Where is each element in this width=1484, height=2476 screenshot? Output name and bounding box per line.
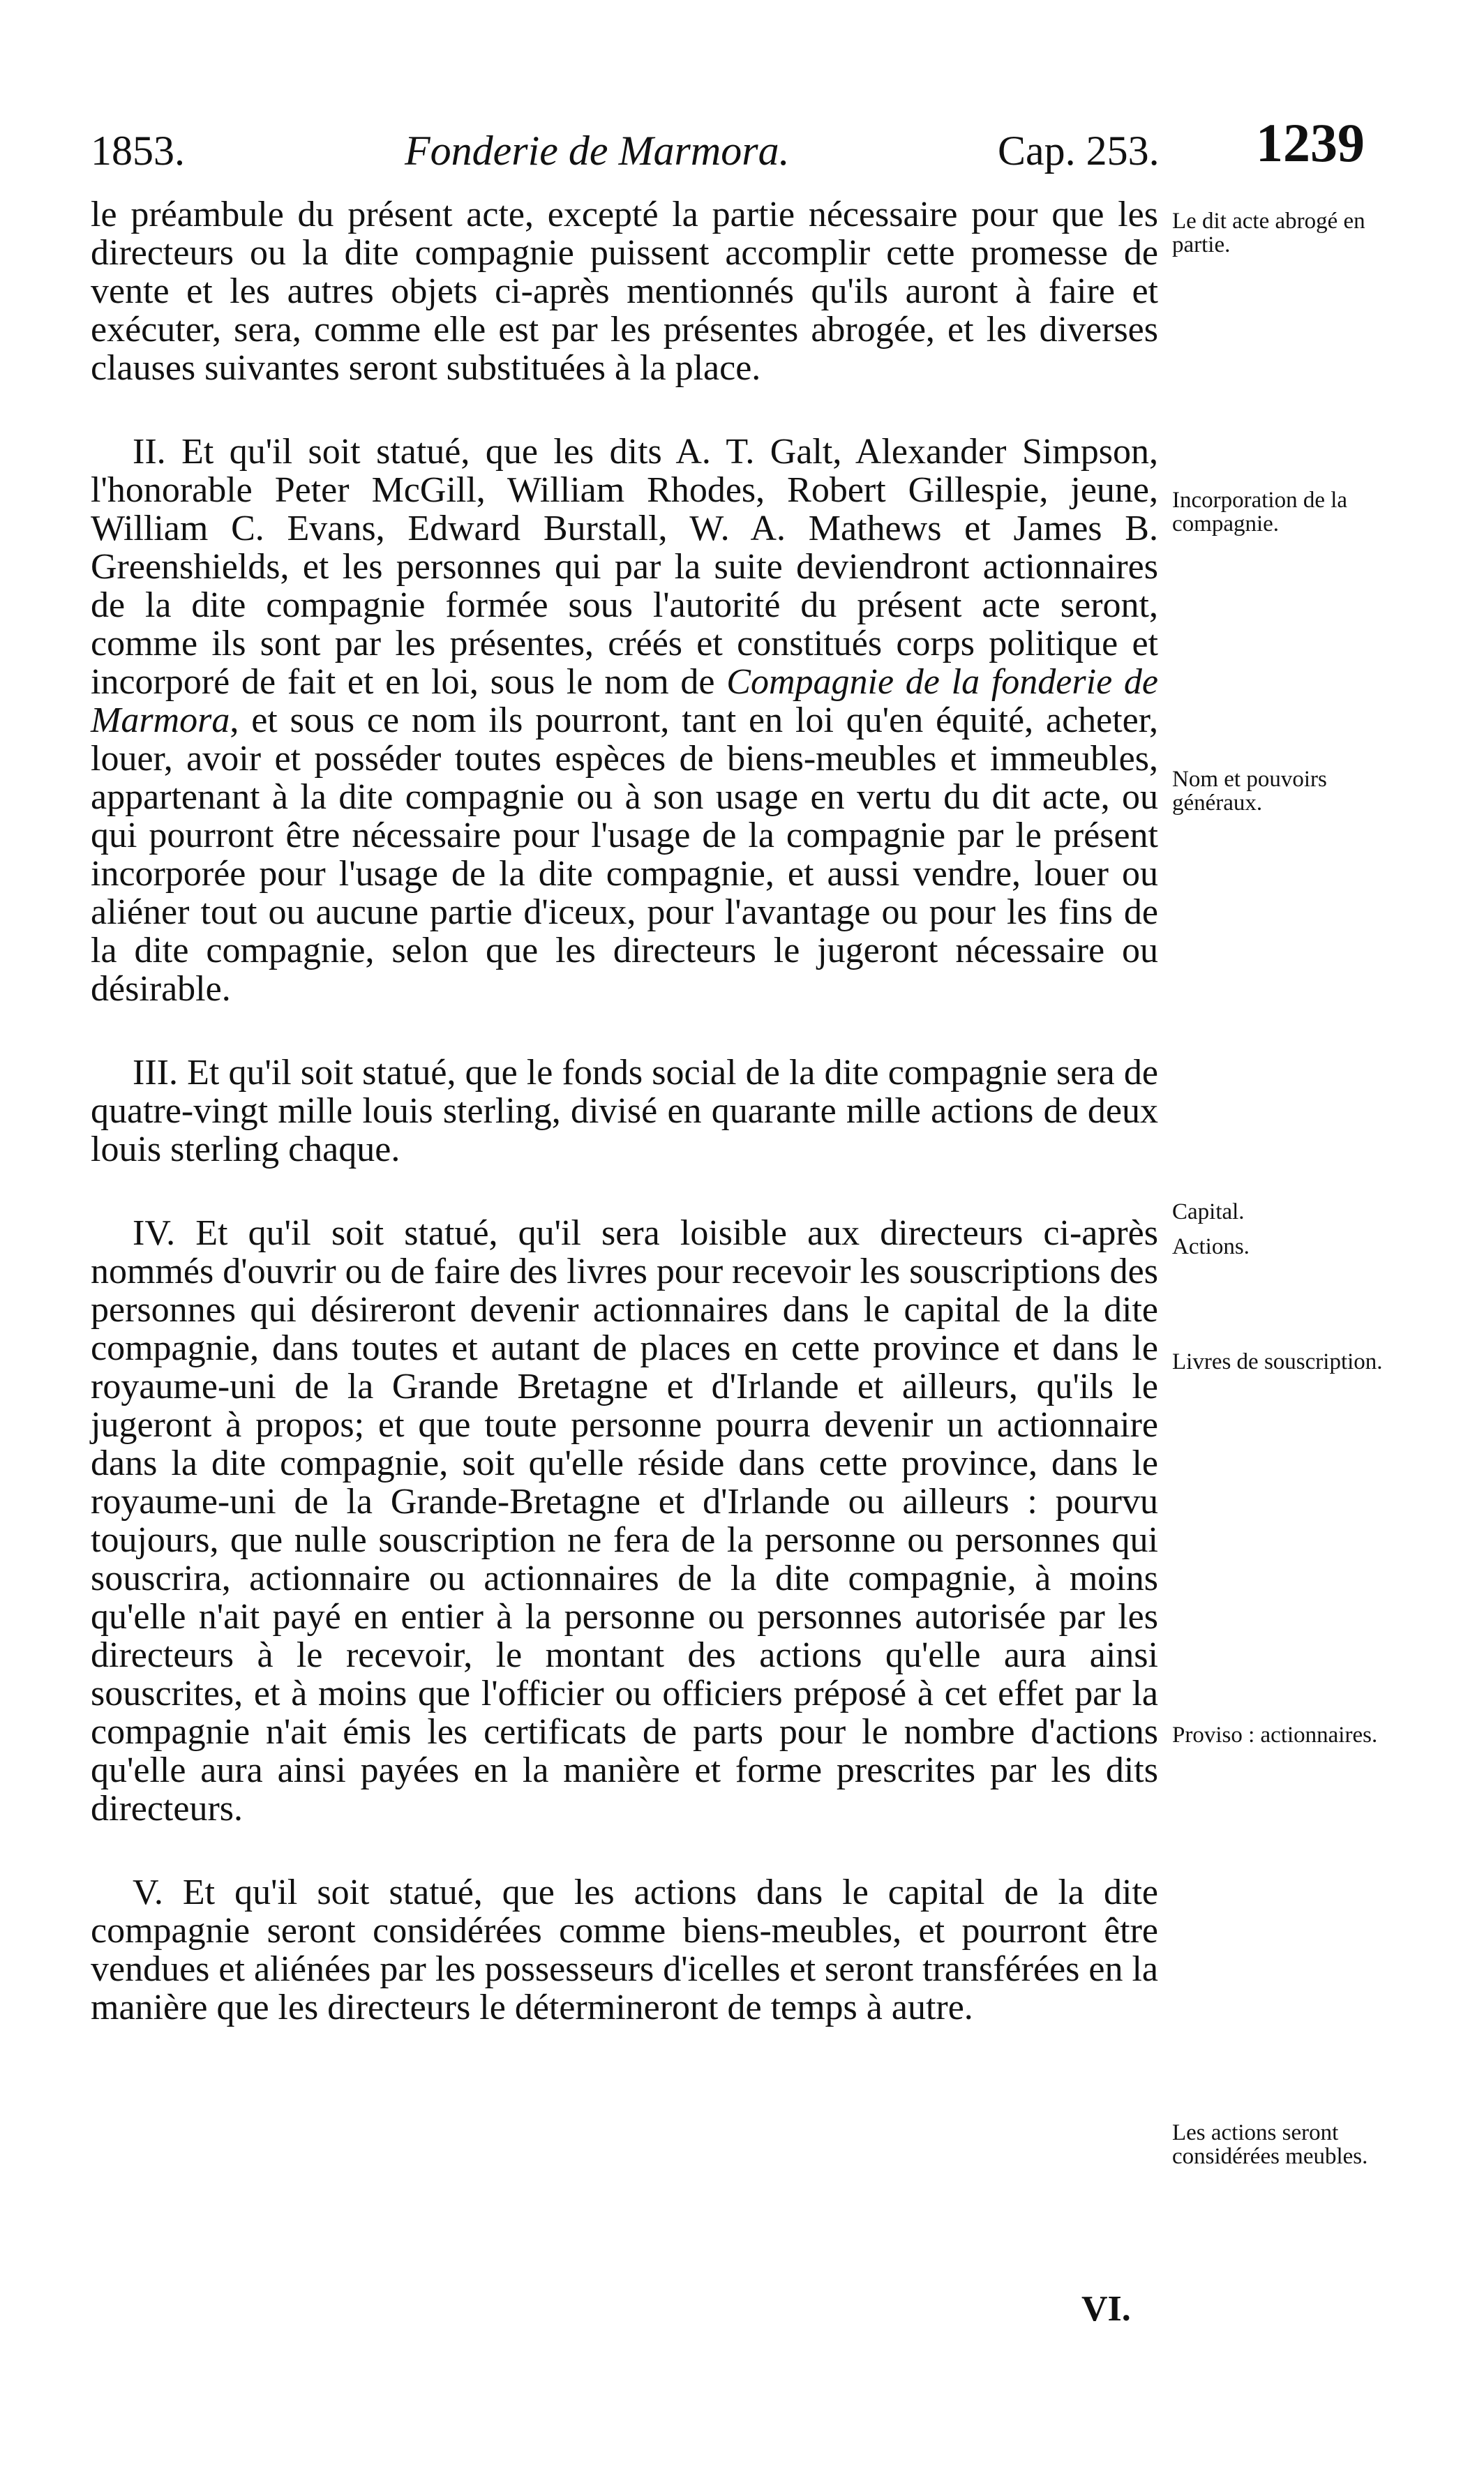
margin-note-shares: Actions.: [1172, 1234, 1250, 1259]
header-year: 1853.: [91, 128, 185, 174]
section-2-text-after: , et sous ce nom ils pourront, tant en loi qu'en équité, acheter, louer, avoir et posséder toutes espèces de biens-meubles et immeubles, appartenant à la dite compagnie ou à son usage en vertu du dit acte, ou qui pourront être nécessaire pour l'usage de la compagnie par le présent incorporée pour l'usage de la dite compagnie, et aussi vendre, louer ou aliéner tout ou aucune partie d'iceux, pour l'avantage ou pour les fins de la dite compagnie, selon que les directeurs le jugeront nécessaire ou désirable.: [91, 700, 1158, 1009]
margin-note-proviso: Proviso : actionnaires.: [1172, 1723, 1378, 1748]
margin-note-incorporation: Incorporation de la compagnie.: [1172, 488, 1348, 537]
margin-note-capital: Capital.: [1172, 1199, 1245, 1224]
company-name: Compagnie de la fonderie de Marmora: [91, 662, 1158, 740]
catchword: VI.: [1081, 2289, 1131, 2329]
margin-note-subscription-books: Livres de souscription.: [1172, 1349, 1383, 1374]
continuation-paragraph: le préambule du présent acte, excepté la partie nécessaire pour que les directeurs ou la dite compagnie puissent accomplir cette promesse de vente et les autres objets ci-après mentionnés qu'ils auront à faire et exécuter, sera, comme elle est par les présentes abrogée, et les diverses clauses suivantes seront substituées à la place.: [91, 195, 1158, 388]
running-title: Fonderie de Marmora.: [405, 128, 790, 174]
section-2-text-before: II. Et qu'il soit statué, que les dits A. T. Galt, Alexander Simpson, l'honorable Peter McGill, William Rhodes, Robert Gillespie, jeune, William C. Evans, Edward Burstall, W. A. Mathews et James B. Greenshields, et les personnes qui par la suite deviendront actionnaires de la dite compagnie formée sous l'autorité du présent acte seront, comme ils sont par les présentes, créés et constitués corps politique et incorporé de fait et en loi, sous le nom de: [91, 432, 1158, 702]
chapter-number: Cap. 253.: [998, 128, 1160, 174]
body-text: [91, 195, 1158, 2027]
section-2-paragraph: [91, 433, 1158, 1008]
page-header: [91, 112, 1381, 181]
section-5-paragraph: V. Et qu'il soit statué, que les actions dans le capital de la dite compagnie seront considérées comme biens-meubles, et pourront être vendues et aliénées par les possesseurs d'icelles et seront transférées en la manière que les directeurs le détermineront de temps à autre.: [91, 1873, 1158, 2027]
margin-note-name-powers: Nom et pouvoirs généraux.: [1172, 767, 1327, 816]
page-number: 1239: [1256, 112, 1365, 173]
section-3-paragraph: III. Et qu'il soit statué, que le fonds social de la dite compagnie sera de quatre-vingt mille louis sterling, divisé en quarante mille actions de deux louis sterling chaque.: [91, 1053, 1158, 1169]
section-4-paragraph: IV. Et qu'il soit statué, qu'il sera loisible aux directeurs ci-après nommés d'ouvrir ou de faire des livres pour recevoir les souscriptions des personnes qui désireront devenir actionnaires dans le capital de la dite compagnie, dans toutes et autant de places en cette province et dans le royaume-uni de la Grande Bretagne et d'Irlande et ailleurs, qu'ils le jugeront à propos; et que toute personne pourra devenir un actionnaire dans la dite compagnie, soit qu'elle réside dans cette province, dans le royaume-uni de la Grande-Bretagne et d'Irlande ou ailleurs : pourvu toujours, que nulle souscription ne fera de la personne ou personnes qui souscrira, actionnaire ou actionnaires de la dite compagnie, à moins qu'elle n'ait payé en entier à la personne ou personnes autorisée par les directeurs à le recevoir, le montant des actions qu'elle aura ainsi souscrites, et à moins que l'officier ou officiers préposé à cet effet par la compagnie n'ait émis les certificats de parts pour le nombre d'actions qu'elle aura ainsi payées en la manière et forme prescrites par les dits directeurs.: [91, 1213, 1158, 1829]
margin-note-abrogation: Le dit acte abrogé en partie.: [1172, 209, 1365, 257]
margin-note-shares-movable: Les actions seront considérées meubles.: [1172, 2120, 1368, 2169]
